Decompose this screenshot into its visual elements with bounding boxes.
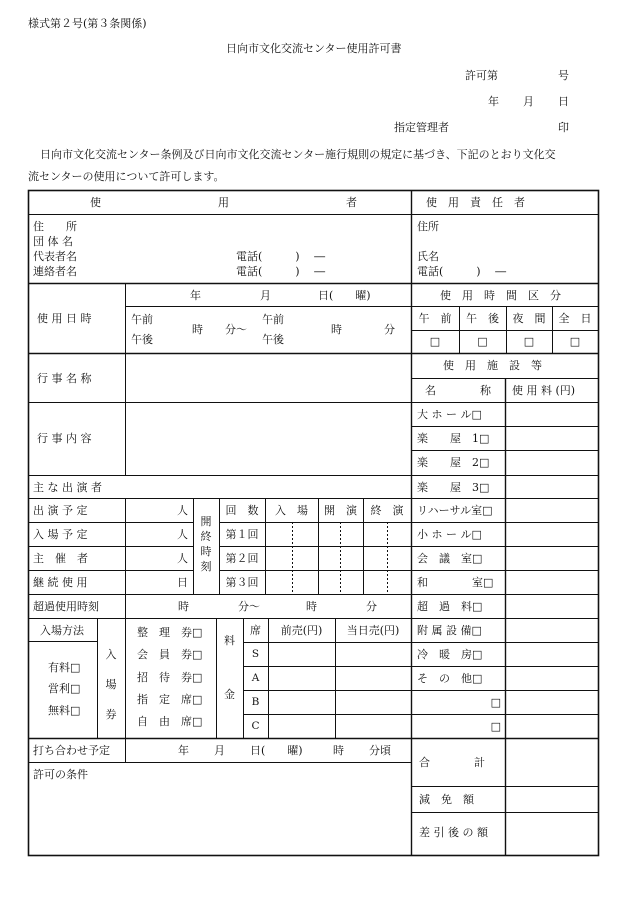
responsible-phone: 電話( ) ― bbox=[417, 265, 507, 278]
date-day: 日 bbox=[558, 95, 569, 108]
performers-label: 主 な 出 演 者 bbox=[33, 481, 102, 494]
reduction-label: 減 免 額 bbox=[419, 793, 474, 806]
applicant-head-2: 用 bbox=[218, 196, 229, 209]
facility-item[interactable]: 大 ホ ー ル□ bbox=[417, 408, 482, 421]
applicant-head-3: 者 bbox=[346, 196, 357, 209]
usage-day: 日( 曜) bbox=[318, 289, 371, 302]
overtime-min-start: 分〜 bbox=[238, 600, 260, 613]
facility-item[interactable]: 冷 暖 房□ bbox=[417, 648, 483, 661]
usage-am-start: 午前 bbox=[131, 313, 153, 326]
meeting-month: 月 bbox=[214, 744, 225, 757]
applicant-phone1: 電話( ) ― bbox=[236, 250, 326, 263]
plan-performers-label: 出 演 予 定 bbox=[33, 504, 88, 517]
usage-date-label: 使 用 日 時 bbox=[37, 312, 92, 325]
event-name-label: 行 事 名 称 bbox=[37, 372, 92, 385]
facilities-head: 使 用 施 設 等 bbox=[443, 359, 542, 372]
plan-organizer-unit: 人 bbox=[177, 552, 188, 565]
facility-fee-col: 使 用 料 (円) bbox=[512, 384, 576, 397]
slot-morning-checkbox[interactable]: □ bbox=[429, 335, 441, 348]
ticket-label: 入 場 券 bbox=[105, 648, 117, 721]
plan-attendance-unit: 人 bbox=[177, 528, 188, 541]
overtime-hour-start: 時 bbox=[178, 600, 189, 613]
time-slot-head: 使 用 時 間 区 分 bbox=[440, 289, 561, 302]
seat-s: S bbox=[251, 648, 260, 660]
facility-item[interactable]: そ の 他□ bbox=[417, 672, 483, 685]
facility-item[interactable]: □ bbox=[490, 720, 501, 733]
usage-hour-end: 時 bbox=[331, 323, 342, 336]
usage-month: 月 bbox=[260, 289, 271, 302]
ticket-member-checkbox[interactable]: 会 員 券□ bbox=[137, 648, 203, 661]
daysale-col: 当日売(円) bbox=[346, 624, 400, 637]
round-2: 第２回 bbox=[225, 552, 259, 565]
slot-fullday-checkbox[interactable]: □ bbox=[569, 335, 581, 348]
fee-label: 料 金 bbox=[224, 634, 235, 701]
event-content-label: 行 事 内 容 bbox=[37, 432, 92, 445]
usage-year: 年 bbox=[190, 289, 201, 302]
document-title: 日向市文化交流センター使用許可書 bbox=[226, 42, 402, 55]
usage-min-end: 分 bbox=[384, 323, 395, 336]
body-text-line2: 流センターの使用について許可します。 bbox=[28, 170, 225, 183]
presale-col: 前売(円) bbox=[280, 624, 323, 637]
admission-paid-checkbox[interactable]: 有料□ bbox=[48, 661, 81, 674]
date-year: 年 bbox=[488, 95, 499, 108]
ticket-numbered-checkbox[interactable]: 整 理 券□ bbox=[137, 626, 203, 639]
manager-label: 指定管理者 bbox=[394, 121, 449, 134]
total-label: 合 計 bbox=[419, 756, 485, 769]
facility-item[interactable]: リハーサル室□ bbox=[417, 504, 493, 517]
seat-c: C bbox=[251, 720, 260, 732]
slot-morning: 午 前 bbox=[418, 312, 452, 325]
slot-afternoon: 午 後 bbox=[466, 312, 499, 325]
permit-number-unit: 号 bbox=[558, 69, 569, 82]
seat-a: A bbox=[251, 672, 260, 684]
meeting-label: 打ち合わせ予定 bbox=[33, 744, 110, 757]
facility-item[interactable]: 楽 屋 3□ bbox=[417, 481, 490, 494]
facility-item[interactable]: 会 議 室□ bbox=[417, 552, 483, 565]
plan-organizer-label: 主 催 者 bbox=[33, 552, 88, 565]
meeting-hour: 時 bbox=[333, 744, 344, 757]
facility-item[interactable]: 和 室□ bbox=[417, 576, 494, 589]
meeting-day: 日( 曜) bbox=[250, 744, 303, 757]
plan-attendance-label: 入 場 予 定 bbox=[33, 528, 88, 541]
admission-method-label: 入場方法 bbox=[40, 624, 84, 637]
col-entry: 入 場 bbox=[275, 504, 308, 517]
meeting-year: 年 bbox=[178, 744, 189, 757]
round-3: 第３回 bbox=[225, 576, 259, 589]
usage-pm-end: 午後 bbox=[262, 333, 284, 346]
ticket-invitation-checkbox[interactable]: 招 待 券□ bbox=[137, 671, 203, 684]
plan-continuous-unit: 日 bbox=[177, 576, 188, 589]
usage-pm-start: 午後 bbox=[131, 333, 153, 346]
usage-hour-start: 時 bbox=[192, 323, 203, 336]
usage-am-end: 午前 bbox=[262, 313, 284, 326]
col-rounds: 回 数 bbox=[225, 504, 259, 517]
ticket-free-seat-checkbox[interactable]: 自 由 席□ bbox=[137, 715, 203, 728]
body-text-line1: 日向市文化交流センター条例及び日向市文化交流センター施行規則の規定に基づき、下記のとおり文化交 bbox=[40, 148, 556, 161]
usage-min-start: 分〜 bbox=[225, 323, 247, 336]
facility-item[interactable]: □ bbox=[490, 696, 501, 709]
seat-col: 席 bbox=[250, 624, 261, 637]
open-close-time-label: 開 終 時 刻 bbox=[200, 515, 212, 573]
col-start: 開 演 bbox=[324, 504, 357, 517]
responsible-name-label: 氏名 bbox=[417, 250, 439, 263]
overtime-label: 超過使用時刻 bbox=[33, 600, 99, 613]
applicant-address-label: 住 所 bbox=[33, 220, 77, 233]
permit-number-label: 許可第 bbox=[465, 69, 498, 82]
plan-continuous-label: 継 続 使 用 bbox=[33, 576, 88, 589]
applicant-org-label: 団 体 名 bbox=[33, 235, 73, 248]
after-reduction-label: 差 引 後 の 額 bbox=[419, 826, 488, 839]
admission-free-checkbox[interactable]: 無料□ bbox=[48, 704, 81, 717]
slot-fullday: 全 日 bbox=[558, 312, 592, 325]
admission-commercial-checkbox[interactable]: 営利□ bbox=[48, 682, 81, 695]
applicant-rep-label: 代表者名 bbox=[33, 250, 77, 263]
facility-item[interactable]: 附 属 設 備□ bbox=[417, 624, 482, 637]
facility-name-col: 名 称 bbox=[425, 384, 491, 397]
date-month: 月 bbox=[523, 95, 534, 108]
round-1: 第１回 bbox=[225, 528, 259, 541]
seat-b: B bbox=[251, 696, 260, 708]
facility-item[interactable]: 楽 屋 2□ bbox=[417, 456, 490, 469]
responsible-head: 使 用 責 任 者 bbox=[426, 196, 525, 209]
applicant-contact-label: 連絡者名 bbox=[33, 265, 77, 278]
applicant-phone2: 電話( ) ― bbox=[236, 265, 326, 278]
plan-performers-unit: 人 bbox=[177, 504, 188, 517]
overtime-min-end: 分 bbox=[366, 600, 377, 613]
col-end: 終 演 bbox=[370, 504, 404, 517]
applicant-head-1: 使 bbox=[90, 196, 101, 209]
responsible-address-label: 住所 bbox=[417, 220, 439, 233]
meeting-min: 分頃 bbox=[369, 744, 391, 757]
facility-item[interactable]: 楽 屋 1□ bbox=[417, 432, 490, 445]
facility-item[interactable]: 超 過 料□ bbox=[417, 600, 483, 613]
overtime-hour-end: 時 bbox=[306, 600, 317, 613]
conditions-label: 許可の条件 bbox=[33, 768, 88, 781]
form-number: 様式第２号(第３条関係) bbox=[28, 17, 147, 30]
slot-night: 夜 間 bbox=[512, 312, 546, 325]
seal-mark: 印 bbox=[558, 121, 569, 134]
slot-afternoon-checkbox[interactable]: □ bbox=[477, 335, 488, 348]
slot-night-checkbox[interactable]: □ bbox=[523, 335, 535, 348]
facility-item[interactable]: 小 ホ ー ル□ bbox=[417, 528, 482, 541]
ticket-reserved-checkbox[interactable]: 指 定 席□ bbox=[137, 693, 203, 706]
